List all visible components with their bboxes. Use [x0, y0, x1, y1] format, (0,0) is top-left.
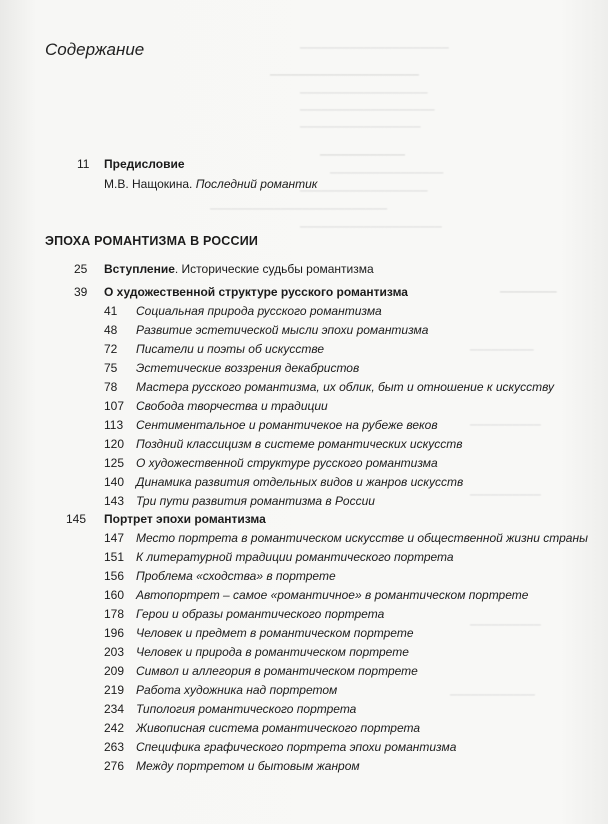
- intro-title: Вступление: [104, 262, 175, 276]
- toc-entry: Развитие эстетической мысли эпохи романтизма: [136, 323, 429, 337]
- chapter1-title: О художественной структуре русского романтизма: [104, 285, 408, 299]
- toc-page-number: 219: [104, 683, 125, 697]
- intro-subtitle: . Исторические судьбы романтизма: [174, 262, 374, 276]
- bleed-through-text: ─────────────────────────: [210, 204, 388, 215]
- bleed-through-text: ────────: [500, 287, 557, 298]
- toc-page-number: 147: [104, 531, 125, 545]
- bleed-through-text: ──────────: [470, 490, 541, 501]
- preface-title: Предисловие: [104, 157, 185, 171]
- toc-entry: Сентиментальное и романтичекое на рубеже веков: [136, 418, 438, 432]
- preface-author: М.В. Нащокина.: [104, 177, 193, 191]
- toc-entry: Типология романтического портрета: [136, 702, 357, 716]
- toc-entry: Человек и природа в романтическом портрете: [136, 645, 409, 659]
- toc-entry: Писатели и поэты об искусстве: [136, 342, 325, 356]
- toc-page-number: 209: [104, 664, 125, 678]
- bleed-through-text: ─────────────────: [300, 122, 421, 133]
- toc-entry: Человек и предмет в романтическом портрете: [136, 626, 414, 640]
- preface-subtitle: Последний романтик: [195, 177, 318, 191]
- toc-entry: Живописная система романтического портрета: [136, 721, 421, 735]
- chapter2-page-number: 145: [66, 512, 87, 526]
- toc-page-number: 120: [104, 437, 125, 451]
- preface-author-line: [104, 177, 317, 191]
- toc-entry: О художественной структуре русского романтизма: [136, 456, 438, 470]
- toc-entry: Свобода творчества и традиции: [136, 399, 328, 413]
- bleed-through-text: ──────────────────: [300, 88, 428, 99]
- section-title: ЭПОХА РОМАНТИЗМА В РОССИИ: [45, 234, 259, 248]
- toc-entry: Автопортрет – самое «романтичное» в романтическом портрете: [136, 588, 529, 602]
- page-title: Содержание: [45, 40, 145, 59]
- bleed-through-text: ────────────: [320, 150, 406, 161]
- toc-entry: Поздний классицизм в системе романтических искусств: [136, 437, 463, 451]
- toc-entry: Эстетические воззрения декабристов: [136, 361, 360, 375]
- bleed-through-text: ───────────────────: [300, 105, 435, 116]
- toc-page-number: 72: [104, 342, 118, 356]
- toc-entry: Проблема «сходства» в портрете: [136, 569, 336, 583]
- chapter2-title: Портрет эпохи романтизма: [104, 512, 266, 526]
- bleed-through-text: ────────────────: [330, 168, 444, 179]
- toc-page-number: 178: [104, 607, 125, 621]
- bleed-through-text: ─────────────────────: [270, 70, 419, 81]
- bleed-through-text: ────────────: [450, 690, 536, 701]
- toc-page-number: 160: [104, 588, 125, 602]
- toc-page-number: 234: [104, 702, 125, 716]
- intro-line: [104, 262, 374, 276]
- toc-page-number: 151: [104, 550, 125, 564]
- toc-entry: Специфика графического портрета эпохи романтизма: [136, 740, 457, 754]
- toc-page-number: 242: [104, 721, 125, 735]
- toc-page-number: 276: [104, 759, 125, 773]
- preface-page-number: 11: [77, 157, 90, 171]
- toc-page-number: 203: [104, 645, 125, 659]
- bleed-through-text: ─────────────────────: [300, 43, 449, 54]
- toc-page-number: 125: [104, 456, 125, 470]
- toc-entry: Социальная природа русского романтизма: [136, 304, 382, 318]
- toc-entry: Динамика развития отдельных видов и жанров искусств: [136, 475, 464, 489]
- toc-page-number: 113: [104, 418, 124, 432]
- toc-entry: Между портретом и бытовым жанром: [136, 759, 360, 773]
- toc-page-number: 263: [104, 740, 125, 754]
- toc-entry: Символ и аллегория в романтическом портрете: [136, 664, 418, 678]
- toc-page-number: 140: [104, 475, 125, 489]
- toc-page-number: 156: [104, 569, 125, 583]
- toc-entry: Место портрета в романтическом искусстве и общественной жизни страны: [136, 531, 588, 545]
- chapter1-page-number: 39: [74, 285, 88, 299]
- toc-page-number: 48: [104, 323, 118, 337]
- toc-page-number: 75: [104, 361, 118, 375]
- toc-entry: Мастера русского романтизма, их облик, быт и отношение к искусству: [136, 380, 555, 394]
- toc-entry: Работа художника над портретом: [136, 683, 338, 697]
- toc-entry: Герои и образы романтического портрета: [136, 607, 385, 621]
- bleed-through-text: ────────────────────: [300, 222, 442, 233]
- bleed-through-text: ──────────: [470, 620, 541, 631]
- toc-page-number: 78: [104, 380, 118, 394]
- toc-entry: Три пути развития романтизма в России: [136, 494, 375, 508]
- toc-page-number: 107: [104, 399, 125, 413]
- bleed-through-text: ─────────: [470, 345, 534, 356]
- toc-page-number: 196: [104, 626, 125, 640]
- intro-page-number: 25: [74, 262, 88, 276]
- toc-entry: К литературной традиции романтического портрета: [136, 550, 454, 564]
- bleed-through-text: ──────────────────: [300, 186, 428, 197]
- bleed-through-text: ──────────: [470, 420, 541, 431]
- toc-page-number: 143: [104, 494, 125, 508]
- toc-page-number: 41: [104, 304, 118, 318]
